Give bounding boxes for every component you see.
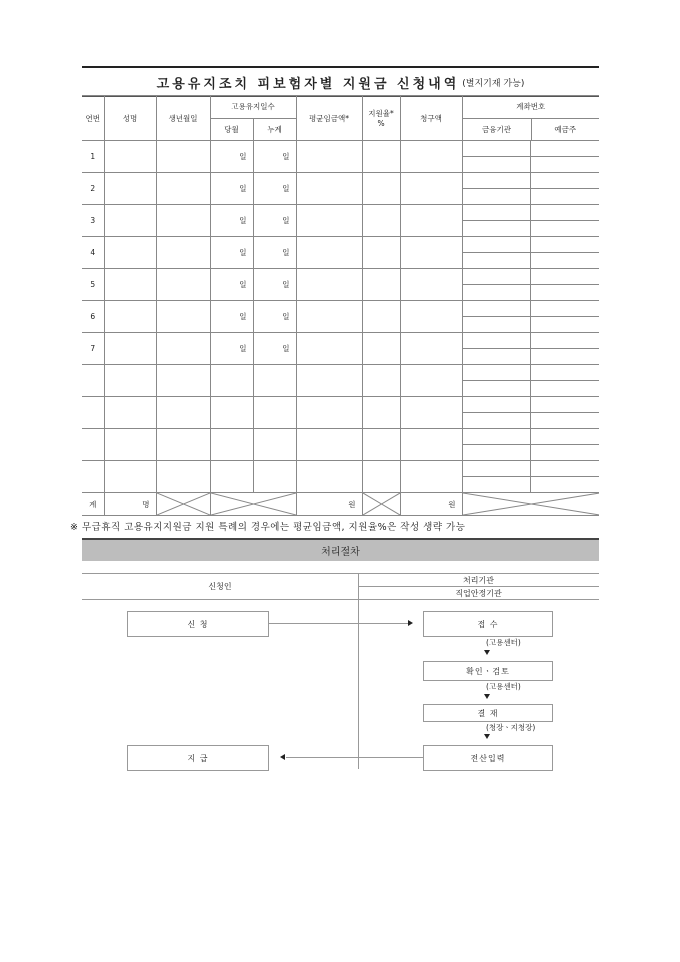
row-birth [156,141,210,173]
row-days-total: 일 [253,333,296,365]
row-bank [463,189,531,204]
table-row [82,237,599,269]
row-bank [463,285,531,300]
row-bank [463,253,531,268]
row-account [462,333,599,365]
row-days-month: 일 [210,205,253,237]
row-avg-wage [296,205,362,237]
flow-line [268,623,408,624]
form-title [82,66,599,97]
row-rate [362,269,400,301]
table-body [82,141,599,493]
table-row [82,365,599,397]
row-days-month: 일 [210,141,253,173]
row-claim [400,397,462,429]
header-days-group: 고용유지일수 [210,96,296,119]
note-center-1: (고용센터) [486,638,521,647]
row-name [104,461,156,493]
row-claim [400,461,462,493]
row-account [462,429,599,461]
row-bank [463,477,531,492]
row-bank [463,381,531,396]
row-account [462,237,599,269]
row-rate [362,333,400,365]
row-bank [463,461,531,476]
row-avg-wage [296,269,362,301]
row-days-total: 일 [253,269,296,301]
note-chief: (청장ㆍ지청장) [486,723,536,732]
row-days-month [210,429,253,461]
row-bank [463,221,531,236]
row-bank [463,205,531,220]
row-days-month: 일 [210,237,253,269]
header-days-total: 누계 [253,118,296,141]
row-bank [463,397,531,412]
sum-account-void [462,493,599,516]
row-account [462,269,599,301]
row-bank [463,349,531,364]
row-avg-wage [296,173,362,205]
row-holder [530,189,599,204]
row-name [104,141,156,173]
row-holder [530,237,599,252]
row-days-total [253,429,296,461]
row-name [104,365,156,397]
row-name [104,173,156,205]
row-holder [530,253,599,268]
procedure-flow [82,573,599,769]
sum-days-void [210,493,296,516]
row-holder [530,365,599,380]
arrow-left-icon [280,754,285,760]
row-claim [400,429,462,461]
row-birth [156,301,210,333]
table-row [82,205,599,237]
header-rate-unit: % [377,119,385,128]
divider [82,599,599,600]
arrow-right-icon [408,620,413,626]
arrow-down-icon [484,650,490,655]
step-receive: 접 수 [423,611,553,637]
title-main: 고용유지조치 피보험자별 지원금 신청내역 [156,76,460,92]
divider [358,573,359,769]
procedure-title: 처리절차 [82,538,599,561]
row-rate [362,461,400,493]
header-bank: 금융기관 [462,118,531,141]
header-account-group: 계좌번호 [462,96,599,119]
header-claim: 청구액 [400,96,462,141]
row-claim [400,269,462,301]
row-birth [156,461,210,493]
header-rate [362,96,400,141]
row-days-total [253,365,296,397]
table-row [82,461,599,493]
row-holder [530,333,599,348]
agency-label: 처리기관 [463,576,494,585]
row-claim [400,237,462,269]
footnote: ※ 무급휴직 고용유지지원금 지원 특례의 경우에는 평균임금액, 지원율%은 작성 생략 가능 [70,522,466,533]
row-birth [156,173,210,205]
row-bank [463,157,531,172]
row-days-month: 일 [210,333,253,365]
row-avg-wage [296,141,362,173]
row-birth [156,397,210,429]
row-name [104,397,156,429]
row-avg-wage [296,301,362,333]
arrow-down-icon [484,734,490,739]
row-no [82,397,104,429]
sum-rate-void [362,493,400,516]
row-days-month: 일 [210,301,253,333]
row-holder [530,157,599,172]
step-approve: 결 재 [423,704,553,722]
title-note: (별지기재 가능) [462,78,525,89]
row-claim [400,365,462,397]
row-holder [530,413,599,428]
row-account [462,397,599,429]
row-name [104,301,156,333]
row-days-month [210,397,253,429]
row-birth [156,269,210,301]
row-days-total: 일 [253,205,296,237]
sum-label: 계 [82,493,104,516]
row-account [462,173,599,205]
table-row [82,397,599,429]
row-name [104,333,156,365]
row-avg-wage [296,461,362,493]
row-no [82,365,104,397]
row-rate [362,397,400,429]
step-pay: 지 급 [127,745,269,771]
row-bank [463,365,531,380]
row-birth [156,205,210,237]
arrow-down-icon [484,694,490,699]
row-holder [530,477,599,492]
row-rate [362,141,400,173]
row-bank [463,301,531,316]
step-apply: 신 청 [127,611,269,637]
row-bank [463,333,531,348]
row-claim [400,141,462,173]
table-row [82,269,599,301]
note-center-2: (고용센터) [486,682,521,691]
row-no: 4 [82,237,104,269]
row-holder [530,429,599,444]
header-avg-wage: 평균임금액* [296,96,362,141]
row-no: 6 [82,301,104,333]
table-row [82,141,599,173]
row-rate [362,205,400,237]
table-row [82,301,599,333]
row-name [104,205,156,237]
row-rate [362,301,400,333]
row-account [462,461,599,493]
row-birth [156,429,210,461]
row-avg-wage [296,397,362,429]
row-rate [362,365,400,397]
row-claim [400,205,462,237]
row-birth [156,333,210,365]
header-holder: 예금주 [531,118,599,141]
row-account [462,141,599,173]
row-no: 7 [82,333,104,365]
table-row [82,333,599,365]
row-days-month: 일 [210,173,253,205]
row-holder [530,317,599,332]
row-holder [530,349,599,364]
row-holder [530,301,599,316]
row-avg-wage [296,333,362,365]
header-no: 연번 [82,96,104,141]
table-row [82,173,599,205]
row-name [104,429,156,461]
row-holder [530,445,599,460]
row-days-total: 일 [253,173,296,205]
row-birth [156,237,210,269]
row-holder [530,221,599,236]
header-birth: 생년월일 [156,96,210,141]
header-days-month: 당월 [210,118,253,141]
sum-people-unit: 명 [104,493,156,516]
applicant-table [82,95,599,516]
row-holder [530,205,599,220]
row-holder [530,461,599,476]
row-holder [530,141,599,156]
row-birth [156,365,210,397]
row-rate [362,429,400,461]
row-avg-wage [296,237,362,269]
row-bank [463,317,531,332]
row-claim [400,301,462,333]
sum-claim-unit: 원 [400,493,462,516]
row-account [462,365,599,397]
header-rate-label: 지원율* [368,109,394,118]
row-days-total: 일 [253,141,296,173]
row-days-total [253,397,296,429]
row-no: 2 [82,173,104,205]
row-bank [463,429,531,444]
row-account [462,205,599,237]
row-account [462,301,599,333]
agency-sub-label: 직업안정기관 [455,589,502,598]
applicant-label: 신청인 [208,582,232,591]
row-days-month [210,461,253,493]
row-no [82,429,104,461]
row-bank [463,445,531,460]
row-holder [530,269,599,284]
row-claim [400,333,462,365]
row-holder [530,381,599,396]
row-holder [530,397,599,412]
row-name [104,237,156,269]
sum-row [82,493,599,516]
row-days-total: 일 [253,301,296,333]
row-days-total [253,461,296,493]
row-holder [530,173,599,188]
row-rate [362,237,400,269]
row-no: 5 [82,269,104,301]
row-name [104,269,156,301]
row-days-total: 일 [253,237,296,269]
flow-line [286,757,423,758]
divider [358,586,599,587]
divider [82,573,599,574]
step-review: 확인ㆍ검토 [423,661,553,681]
row-avg-wage [296,365,362,397]
row-no: 3 [82,205,104,237]
row-claim [400,173,462,205]
sum-birth-void [156,493,210,516]
header-name: 성명 [104,96,156,141]
table-row [82,429,599,461]
row-bank [463,269,531,284]
sum-wage-unit: 원 [296,493,362,516]
row-holder [530,285,599,300]
row-avg-wage [296,429,362,461]
row-bank [463,413,531,428]
row-rate [362,173,400,205]
row-days-month: 일 [210,269,253,301]
row-bank [463,141,531,156]
row-days-month [210,365,253,397]
row-bank [463,173,531,188]
step-input: 전산입력 [423,745,553,771]
row-no: 1 [82,141,104,173]
row-bank [463,237,531,252]
row-no [82,461,104,493]
